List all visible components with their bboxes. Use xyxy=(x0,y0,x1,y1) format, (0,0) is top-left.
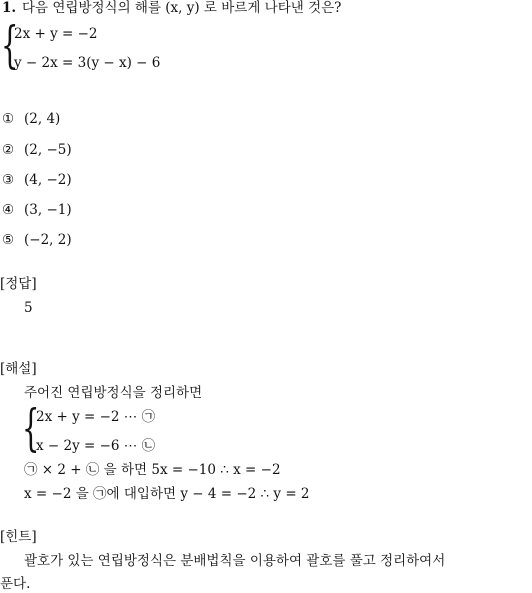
explanation-intro: 주어진 연립방정식을 정리하면 xyxy=(24,385,203,401)
explanation-eq-1: 2x + y = −2 ⋯ ㉠ xyxy=(36,409,156,425)
choice-value-5: (−2, 2) xyxy=(24,232,72,248)
answer-value: 5 xyxy=(24,300,33,316)
system-eq-2: y − 2x = 3(y − x) − 6 xyxy=(14,55,161,71)
question-number: 1. xyxy=(2,0,17,16)
system-eq-1: 2x + y = −2 xyxy=(14,26,98,42)
choice-mark-4: ④ xyxy=(2,202,15,218)
choice-mark-3: ③ xyxy=(2,172,15,188)
choice-value-3: (4, −2) xyxy=(24,172,72,188)
choice-value-1: (2, 4) xyxy=(24,111,61,127)
system-brace: { xyxy=(1,16,19,74)
hint-line-2: 푼다. xyxy=(0,576,31,592)
choice-mark-1: ① xyxy=(2,111,15,127)
choice-value-4: (3, −1) xyxy=(24,202,72,218)
explanation-step-2: x = −2 을 ㉠에 대입하면 y − 4 = −2 ∴ y = 2 xyxy=(24,486,310,502)
choice-mark-5: ⑤ xyxy=(2,232,15,248)
question-text: 다음 연립방정식의 해를 (x, y) 로 바르게 나타낸 것은? xyxy=(22,0,342,16)
explanation-eq-2: x − 2y = −6 ⋯ ㉡ xyxy=(36,438,156,454)
hint-heading: [힌트] xyxy=(0,529,37,545)
explanation-step-1: ㉠ × 2 + ㉡ 을 하면 5x = −10 ∴ x = −2 xyxy=(24,462,281,478)
explanation-heading: [해설] xyxy=(0,361,37,377)
choice-mark-2: ② xyxy=(2,142,15,158)
answer-heading: [정답] xyxy=(0,276,37,292)
hint-line-1: 괄호가 있는 연립방정식은 분배법칙을 이용하여 괄호를 풀고 정리하여서 xyxy=(24,553,446,569)
choice-value-2: (2, −5) xyxy=(24,142,72,158)
explanation-brace: { xyxy=(22,399,40,457)
